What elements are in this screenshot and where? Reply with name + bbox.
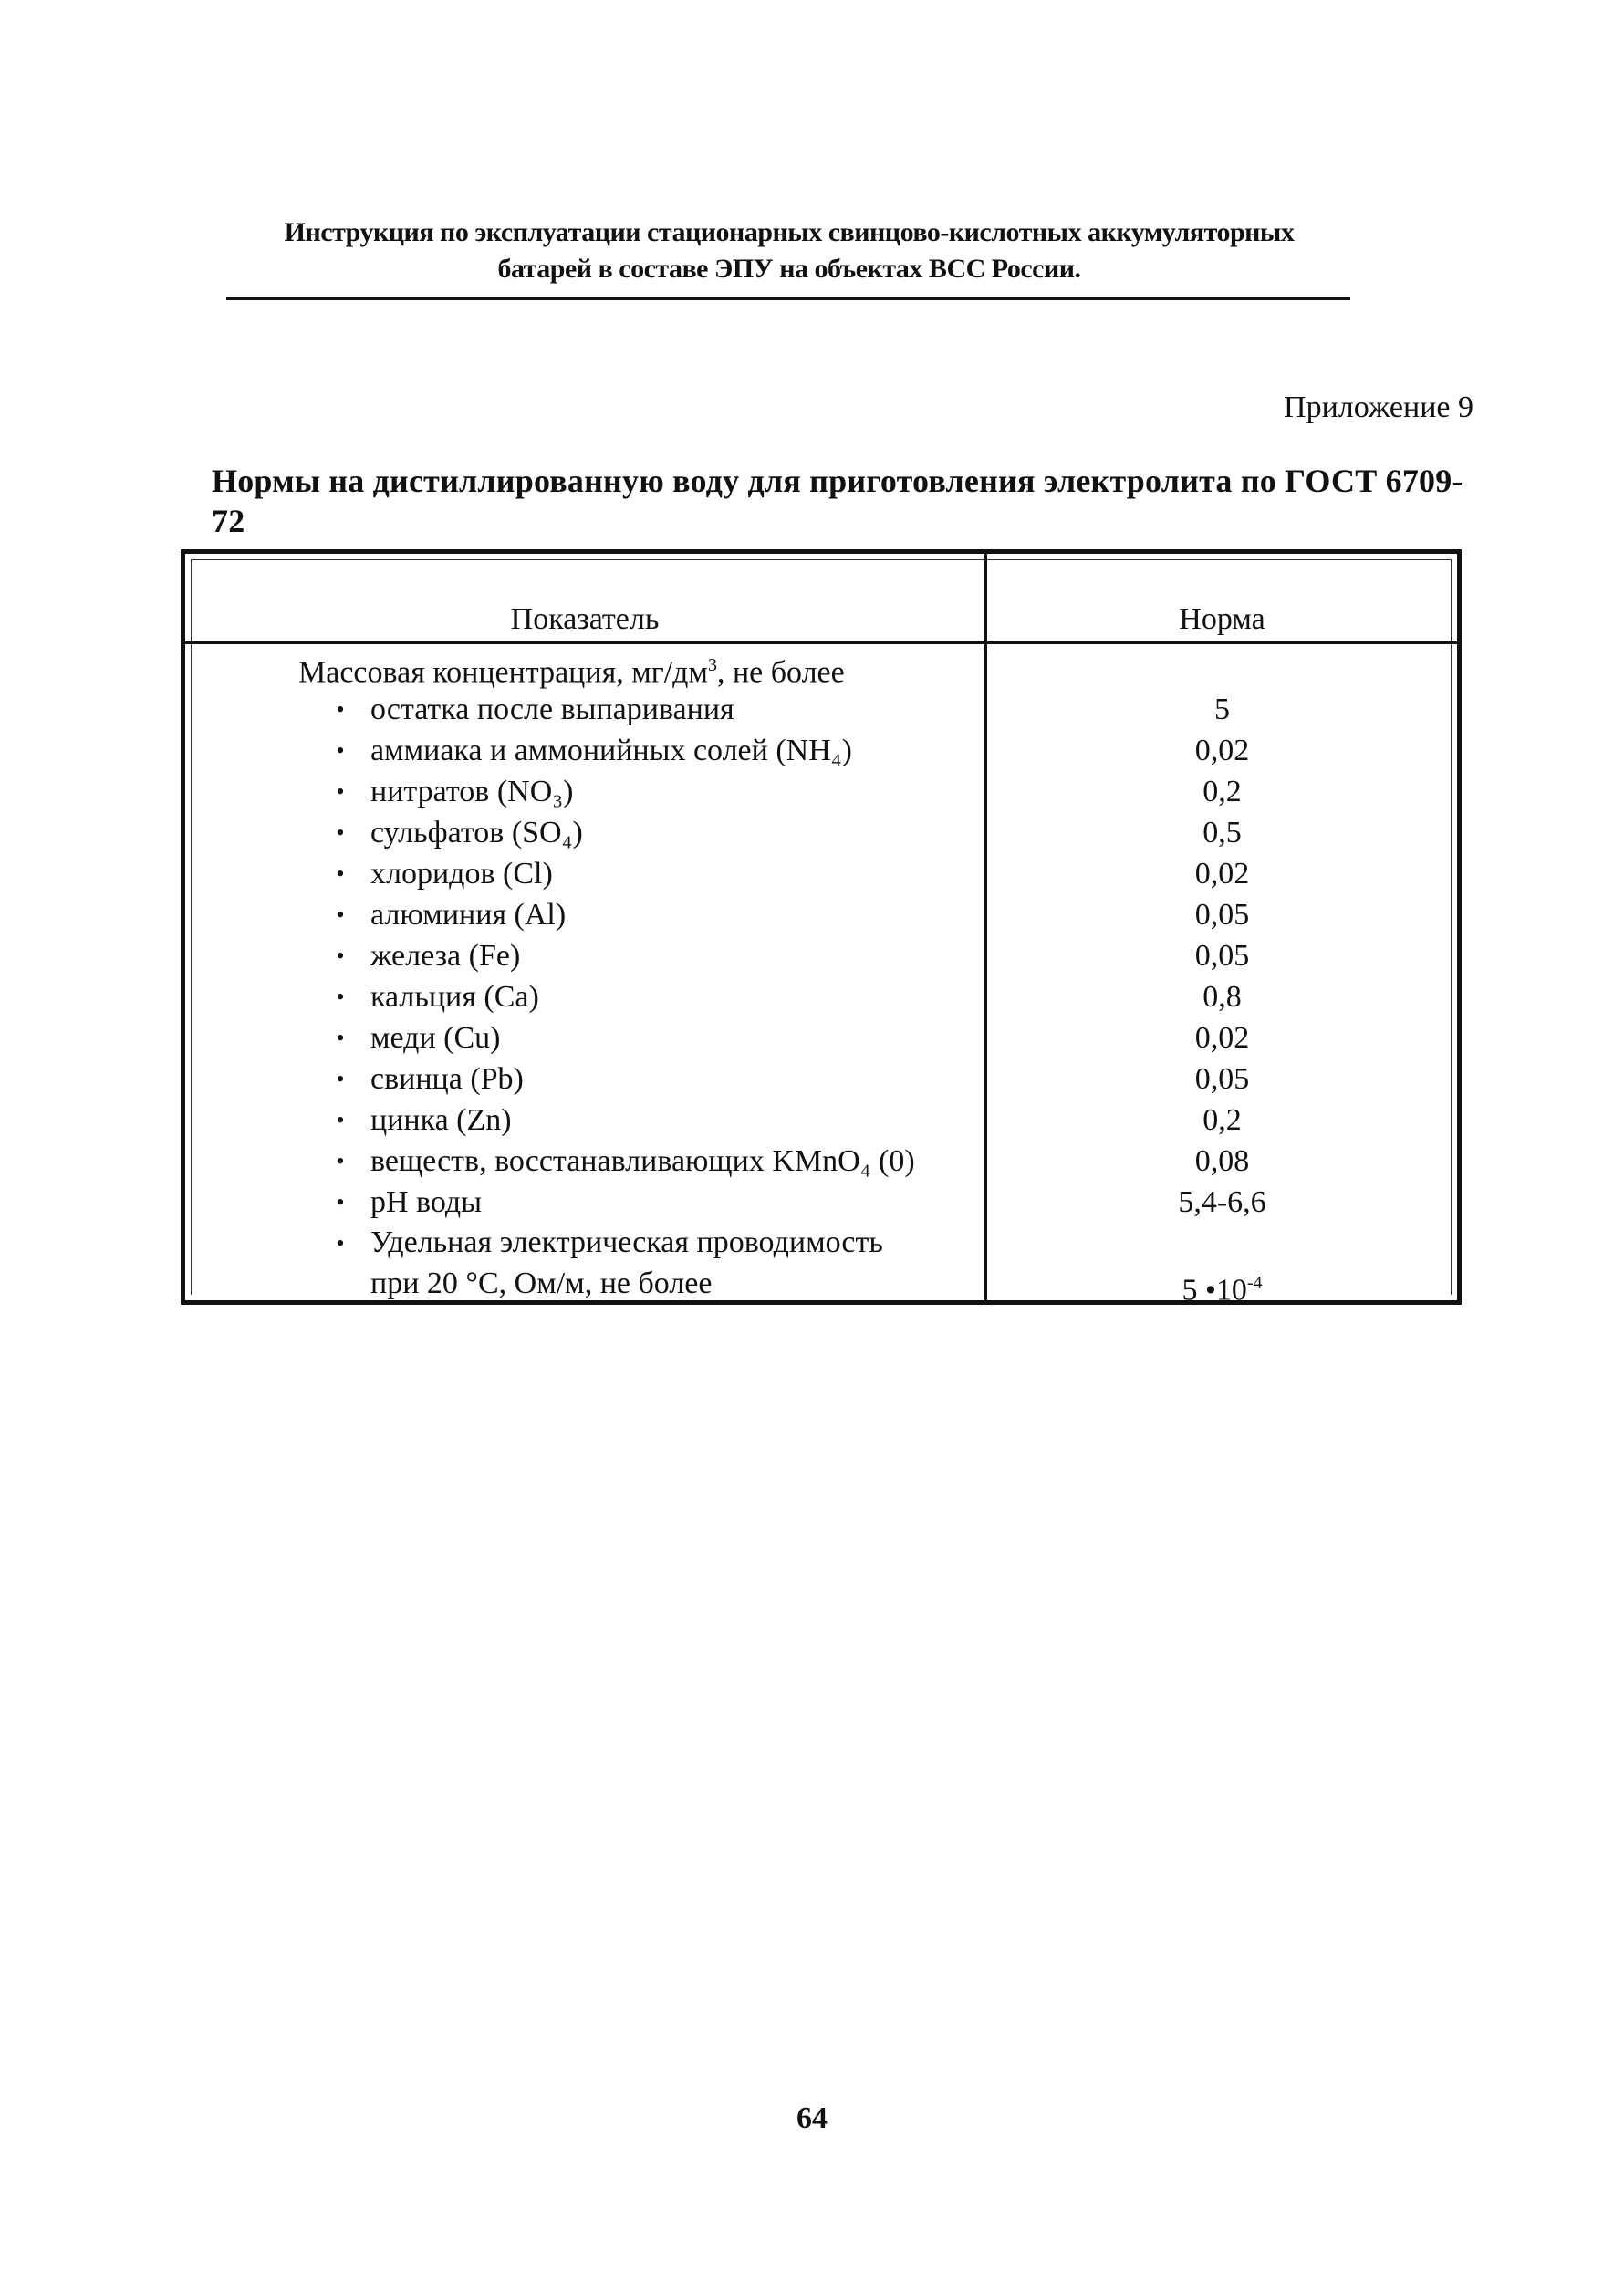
row-indicator: сульфатов (SO₄) <box>370 816 583 850</box>
table-row <box>185 1017 1457 1058</box>
row-indicator: кальция (Ca) <box>370 980 539 1014</box>
row-norm: 0,02 <box>1194 1021 1250 1055</box>
table-row <box>185 894 1457 935</box>
table-row-conductivity <box>185 1223 1457 1308</box>
bullet-icon: • <box>336 737 345 764</box>
bullet-icon: • <box>336 902 345 928</box>
page-number: 64 <box>796 2101 828 2135</box>
bullet-icon: • <box>336 778 345 805</box>
row-norm: 5,4-6,6 <box>1178 1185 1266 1219</box>
row-norm: 0,8 <box>1202 980 1242 1014</box>
norms-table <box>181 549 1462 1308</box>
row-indicator-line-2: при 20 °C, Ом/м, не более <box>370 1267 713 1300</box>
table-row <box>185 976 1457 1017</box>
header-line-2: батарей в составе ЭПУ на объектах ВСС России. <box>497 254 1081 284</box>
row-indicator: железа (Fe) <box>370 939 521 973</box>
table-row <box>185 1058 1457 1100</box>
bullet-icon: • <box>336 1230 345 1256</box>
bullet-icon: • <box>336 1066 345 1092</box>
table-row <box>185 730 1457 771</box>
row-indicator: веществ, восстанавливающих KMnO₄ (0) <box>370 1144 915 1178</box>
table-row <box>185 812 1457 853</box>
row-norm: 0,2 <box>1202 775 1242 808</box>
table-title: Нормы на дистиллированную воду для приготовления электролита по ГОСТ 6709-72 <box>212 463 1463 539</box>
norm-exponent: -4 <box>1246 1273 1263 1293</box>
row-norm: 0,02 <box>1194 734 1250 767</box>
row-norm <box>987 1263 1457 1310</box>
row-norm: 0,05 <box>1194 898 1250 932</box>
group-label-tail: , не более <box>716 655 845 690</box>
table-row <box>185 1100 1457 1141</box>
bullet-icon: • <box>336 696 345 723</box>
table-row <box>185 853 1457 894</box>
bullet-icon: • <box>336 943 345 969</box>
table-row <box>185 1182 1457 1223</box>
row-indicator: меди (Cu) <box>370 1021 501 1055</box>
header-rule <box>226 297 1350 300</box>
column-header-indicator: Показатель <box>510 602 660 636</box>
bullet-icon: • <box>336 1025 345 1051</box>
row-indicator: нитратов (NO₃) <box>370 775 574 808</box>
row-norm: 0,2 <box>1202 1103 1242 1137</box>
row-norm: 0,05 <box>1194 1062 1250 1096</box>
group-label-text: Массовая концентрация, мг/дм <box>298 655 708 690</box>
bullet-icon: • <box>336 984 345 1010</box>
document-running-header <box>228 214 1350 287</box>
row-norm: 0,02 <box>1194 857 1250 891</box>
row-indicator: свинца (Pb) <box>370 1062 524 1096</box>
row-norm: 0,05 <box>1194 939 1250 973</box>
bullet-icon: • <box>336 819 345 846</box>
row-indicator: цинка (Zn) <box>370 1103 512 1137</box>
row-indicator: хлоридов (Cl) <box>370 857 553 891</box>
table-row <box>185 935 1457 976</box>
row-indicator: остатка после выпаривания <box>370 693 734 726</box>
appendix-label: Приложение 9 <box>1284 391 1473 424</box>
row-norm: 0,5 <box>1202 816 1242 850</box>
bullet-icon: • <box>336 1189 345 1215</box>
row-norm: 0,08 <box>1194 1144 1250 1178</box>
row-norm: 5 <box>1214 693 1230 726</box>
table-row <box>185 771 1457 812</box>
norm-base: 5 •10 <box>1182 1273 1247 1308</box>
table-row <box>185 689 1457 730</box>
header-line-1: Инструкция по эксплуатации стационарных свинцово-кислотных аккумуляторных <box>284 217 1295 247</box>
column-header-norm: Норма <box>1179 602 1265 636</box>
group-label-superscript: 3 <box>707 655 717 675</box>
row-indicator: аммиака и аммонийных солей (NH₄) <box>370 734 852 767</box>
row-indicator: алюминия (Al) <box>370 898 567 932</box>
bullet-icon: • <box>336 1107 345 1133</box>
bullet-icon: • <box>336 1148 345 1174</box>
bullet-icon: • <box>336 860 345 887</box>
header-rule-line <box>185 641 1457 644</box>
group-label-mass-concentration <box>298 647 845 691</box>
row-indicator: pH воды <box>370 1185 483 1219</box>
table-row <box>185 1141 1457 1182</box>
row-indicator-line-1: Удельная электрическая проводимость <box>370 1225 883 1259</box>
